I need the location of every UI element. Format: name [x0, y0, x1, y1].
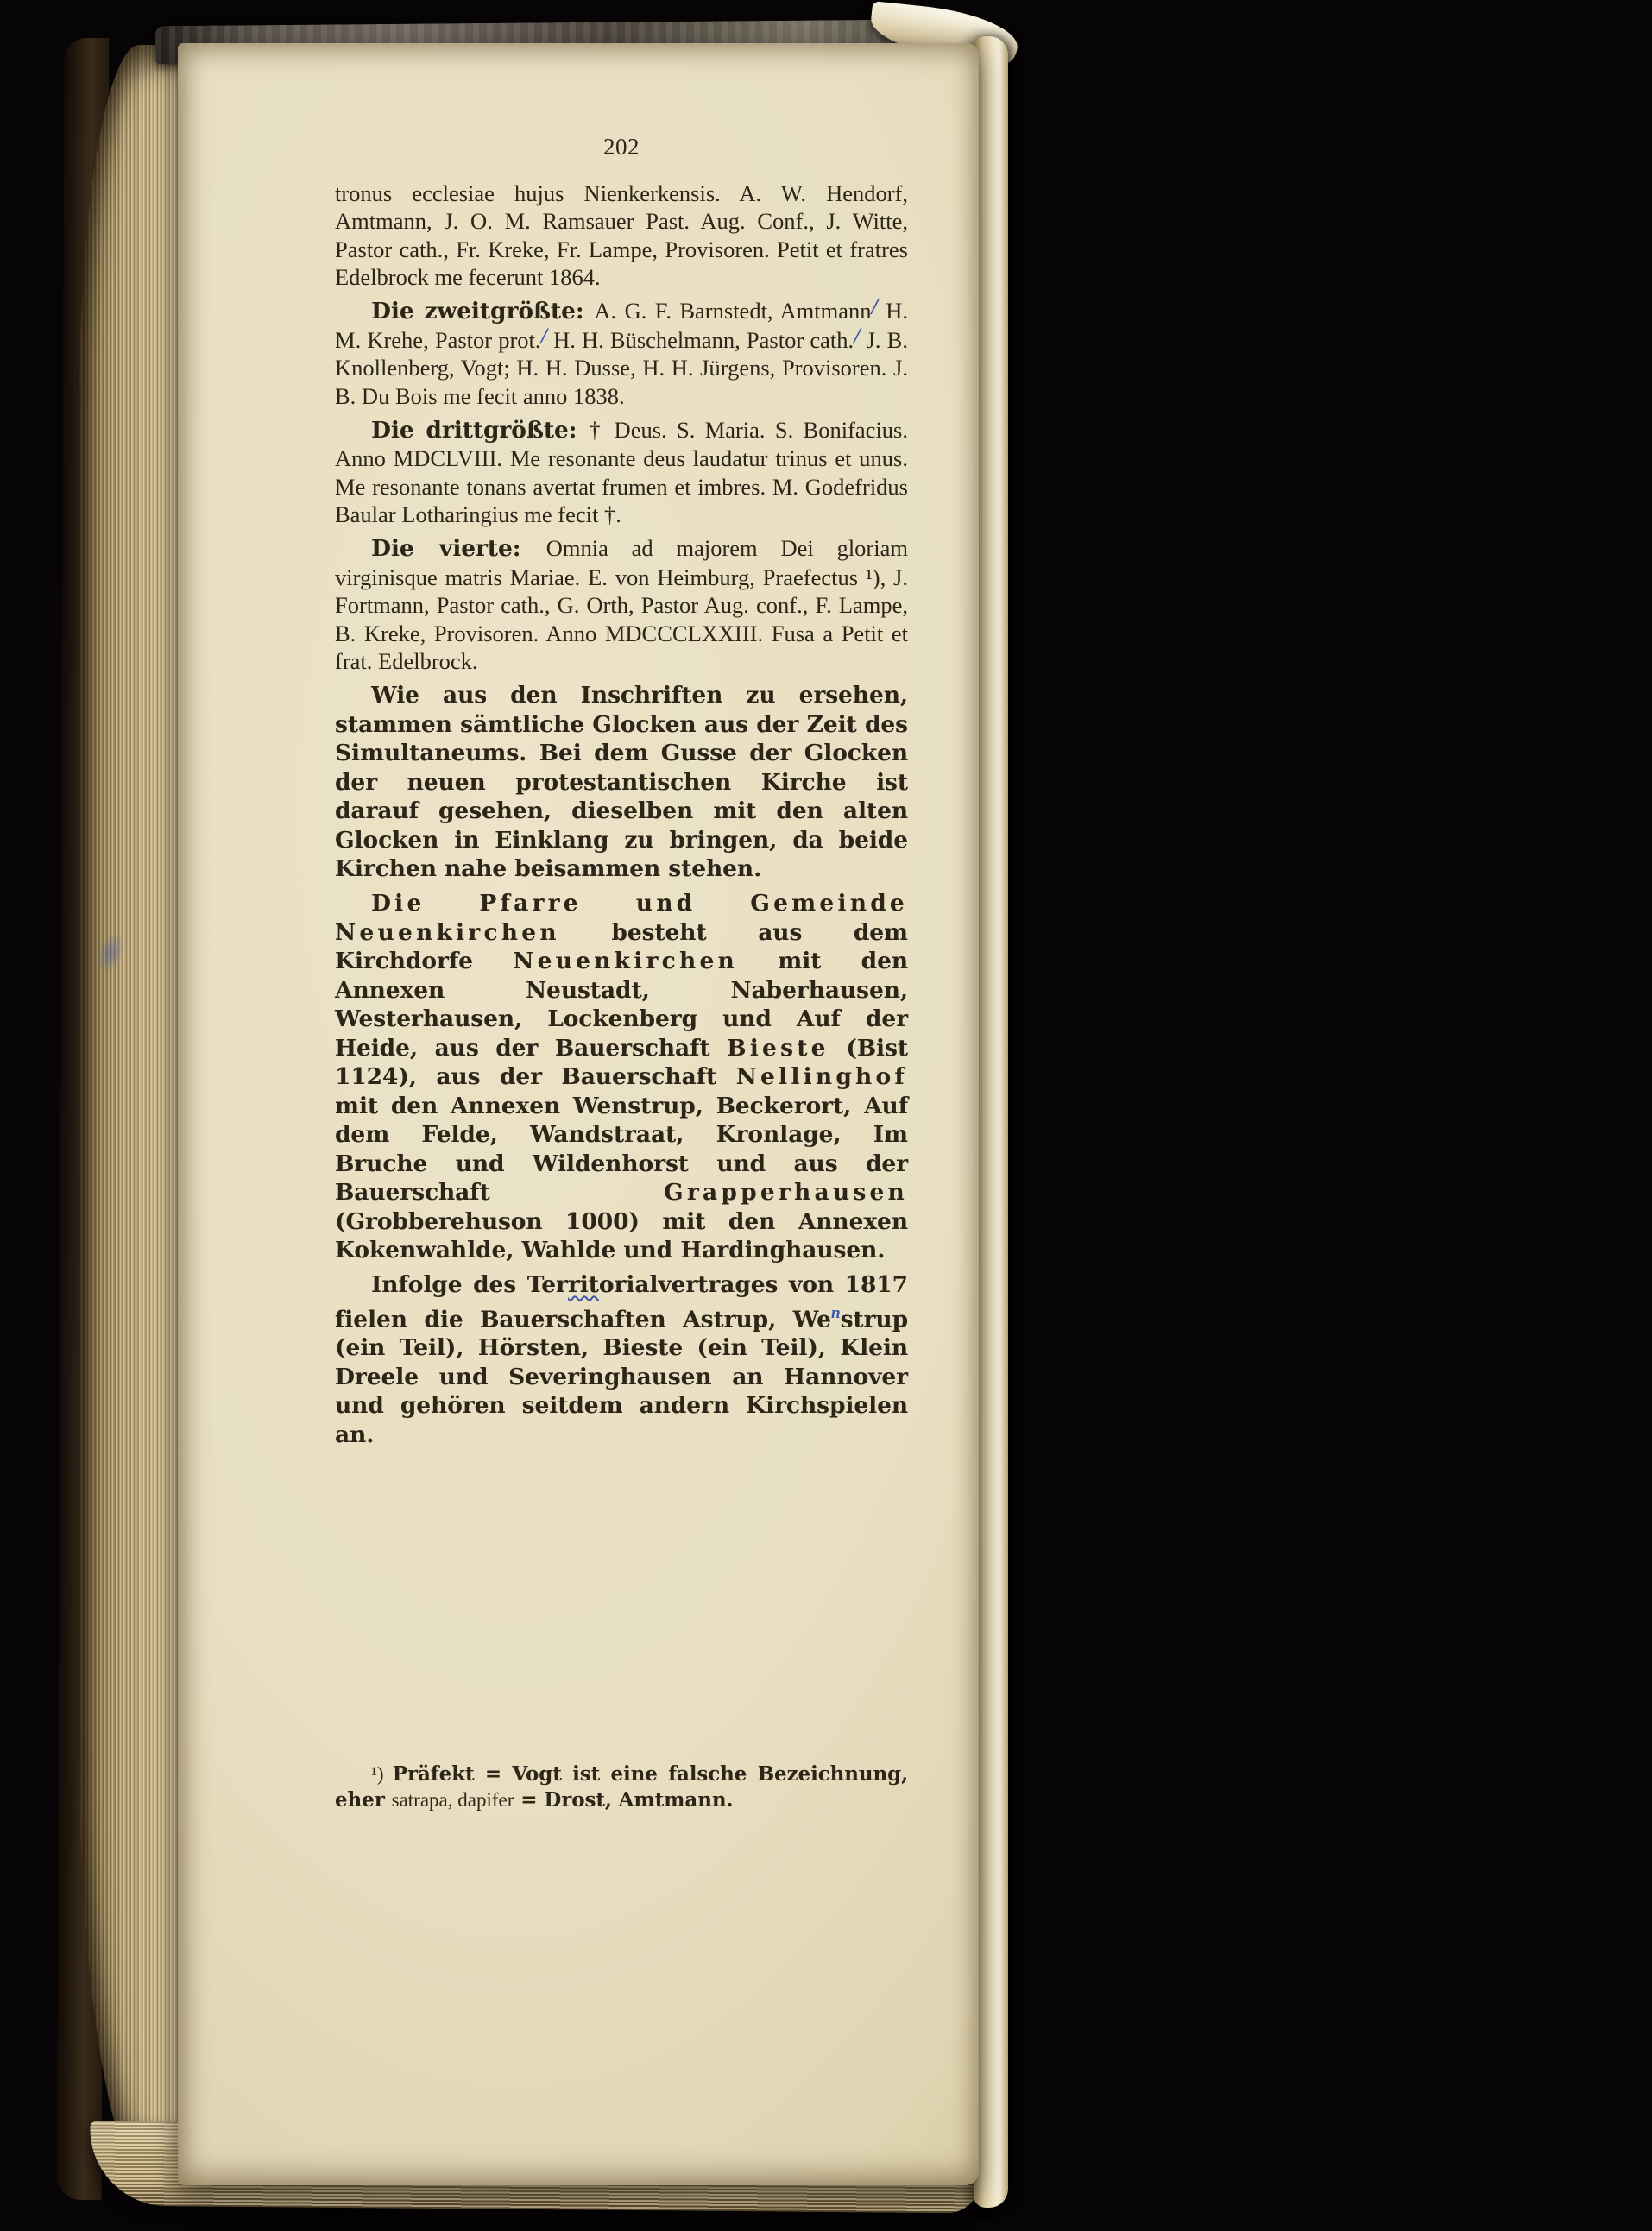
paragraph-3	[335, 416, 908, 529]
text-run: mit den Annexen Wenstrup, Beckerort, Auf dem Felde, Wandstraat, Kronlage, Im Bruche und Wildenhorst und aus der Bauerschaft	[335, 1092, 908, 1206]
text-run: (Grobberehuson 1000) mit den Annexen Kokenwahlde, Wahlde und Hardinghausen.	[335, 1207, 908, 1264]
text-run: strup (ein Teil), Hörsten, Bieste (ein Teil), Klein Dreele und Severinghausen an Hannover und gehören seitdem andern Kirchspielen an.	[335, 1305, 908, 1448]
text-run: Die Pfarre und Gemeinde Neuenkirchen	[335, 890, 908, 946]
text-run: ¹)	[371, 1763, 393, 1786]
paragraph-4	[335, 534, 908, 676]
text-run: (Bist 1124), aus der Bauerschaft	[335, 1034, 908, 1090]
text-run: orialvertrages von 1817 fielen die Bauerschaften Astrup, We	[335, 1271, 908, 1333]
text-run: Wie aus den Inschriften zu ersehen, stammen sämtliche Glocken aus der Zeit des Simultaneums. Bei dem Gusse der Glocken der neuen protestantischen Kirche ist darauf gesehen, dieselben mit den alten Glocken in Einklang zu bringen, da beide Kirchen nahe beisammen stehen.	[335, 682, 908, 882]
page-text	[335, 133, 908, 1819]
text-run: /	[540, 322, 547, 349]
text-run: = Drost, Amtmann.	[514, 1788, 734, 1812]
paragraph-2	[335, 293, 909, 410]
text-run: Nellinghof	[735, 1063, 908, 1090]
text-run: † Deus. S. Maria. S. Bonifacius. Anno MDCLVIII. Me resonante deus laudatur trinus et unus. Me resonante tonans avertat frumen et imbres. M. Godefridus Baular Lotharingius me fecit †.	[335, 416, 908, 527]
text-run: satrapa, dapifer	[391, 1789, 514, 1812]
text-run: H. H. Büschelmann, Pastor cath.	[546, 326, 854, 353]
footnote	[335, 1761, 908, 1813]
text-run: J. B. Knollenberg, Vogt; H. H. Dusse, H. H. Jürgens, Provisoren. J. B. Du Bois me fecit anno 1838.	[335, 326, 908, 409]
text-run: Präfekt = Vogt ist eine falsche Bezeichnung, eher	[335, 1762, 908, 1812]
text-run: Infolge des Ter	[371, 1271, 568, 1298]
text-run: /	[854, 322, 861, 349]
text-run: Die drittgrößte:	[371, 416, 590, 444]
text-run: rit	[567, 1271, 599, 1298]
text-run: A. G. F. Barnstedt, Amtmann	[594, 298, 872, 324]
facing-page-edge	[974, 36, 1008, 2208]
paragraph-1	[335, 180, 908, 292]
paragraph-5	[335, 681, 908, 884]
paragraph-7	[335, 1270, 908, 1449]
book-page	[178, 43, 979, 2185]
text-run: Die zweitgrößte:	[371, 298, 595, 325]
text-run: Omnia ad majorem Dei gloriam virginisque matris Mariae. E. von Heimburg, Praefectus ¹), J. Fortmann, Pastor cath., G. Orth, Pastor Aug. conf., F. Lampe, B. Kreke, Provisoren. Anno MDCCCLXXIII. Fusa a Petit et frat. Edelbrock.	[335, 535, 908, 674]
paragraph-6	[335, 889, 908, 1265]
paragraphs	[335, 180, 908, 1450]
text-run: besteht aus dem Kirchdorfe	[335, 918, 908, 974]
text-run: mit den Annexen Neustadt, Naberhausen, Westerhausen, Lockenberg und Auf der Heide, aus der Bauerschaft	[335, 948, 909, 1062]
text-run: tronus ecclesiae hujus Nienkerkensis. A. W. Hendorf, Amtmann, J. O. M. Ramsauer Past. Aug. Conf., J. Witte, Pastor cath., Fr. Kreke, Fr. Lampe, Provisoren. Petit et fratres Edelbrock me fecerunt 1864.	[335, 180, 908, 290]
text-run: n	[830, 1303, 841, 1322]
text-run: Neuenkirchen	[513, 948, 738, 974]
text-run: Die vierte:	[371, 535, 546, 562]
text-run: /	[871, 293, 878, 319]
page-number: 202	[603, 134, 640, 160]
text-run: Bieste	[727, 1034, 829, 1062]
text-run: H. M. Krehe, Pastor prot.	[335, 298, 909, 353]
text-run: Grapperhausen	[664, 1179, 908, 1206]
